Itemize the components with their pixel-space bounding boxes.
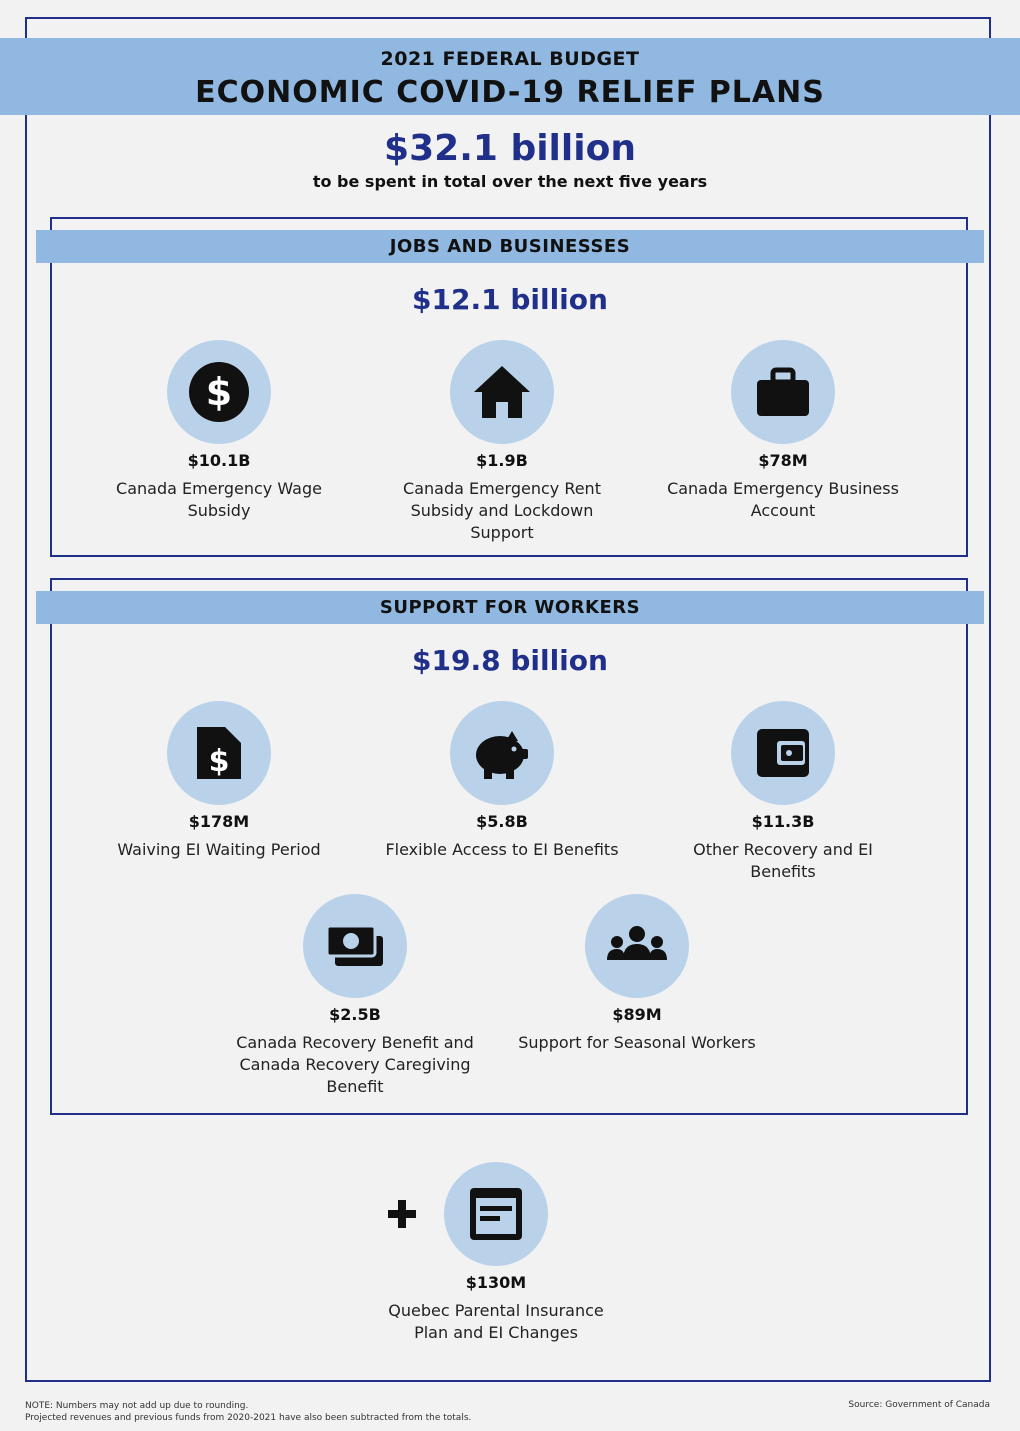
- item-amount: $130M: [465, 1273, 527, 1292]
- icon-circle: [303, 894, 407, 998]
- item-label: Other Recovery and EI Benefits: [693, 840, 873, 881]
- piggy-bank-icon: [472, 723, 532, 783]
- workers-item-other-recovery: [663, 701, 903, 883]
- icon-circle: [167, 701, 271, 805]
- item-label: Waiving EI Waiting Period: [117, 840, 321, 859]
- home-icon: [472, 362, 532, 422]
- icon-circle: [450, 340, 554, 444]
- item-amount: $11.3B: [751, 812, 815, 831]
- item-amount: $178M: [188, 812, 250, 831]
- svg-text:$: $: [208, 744, 230, 779]
- workers-item-seasonal: [517, 894, 757, 1054]
- invoice-dollar-icon: [189, 723, 249, 783]
- item-label: Support for Seasonal Workers: [518, 1033, 756, 1052]
- item-label: Quebec Parental Insurance Plan and EI Changes: [388, 1301, 604, 1342]
- jobs-heading: JOBS AND BUSINESSES: [36, 230, 984, 263]
- jobs-total: $12.1 billion: [412, 283, 608, 316]
- footer-source: Source: Government of Canada: [848, 1400, 990, 1410]
- item-label: Canada Recovery Benefit and Canada Recovery Caregiving Benefit: [236, 1033, 474, 1096]
- workers-item-waiting-period: [99, 701, 339, 861]
- icon-circle: [444, 1162, 548, 1266]
- extra-item-quebec: [376, 1162, 616, 1344]
- document-icon: [466, 1184, 526, 1244]
- group-icon: [607, 916, 667, 976]
- item-amount: $5.8B: [476, 812, 528, 831]
- grand-total-description: to be spent in total over the next five years: [312, 172, 708, 191]
- jobs-item-business-account: [663, 340, 903, 522]
- item-amount: $1.9B: [476, 451, 528, 470]
- item-amount: $78M: [758, 451, 808, 470]
- item-amount: $89M: [612, 1005, 662, 1024]
- svg-text:$: $: [205, 370, 233, 414]
- dollar-icon: [189, 362, 249, 422]
- icon-circle: [167, 340, 271, 444]
- header-subtitle: 2021 FEDERAL BUDGET: [380, 48, 640, 70]
- item-label: Canada Emergency Wage Subsidy: [116, 479, 322, 520]
- item-amount: $2.5B: [329, 1005, 381, 1024]
- jobs-item-wage-subsidy: [99, 340, 339, 522]
- footer-note-line2: Projected revenues and previous funds from 2020-2021 have also been subtracted from the totals.: [25, 1413, 472, 1423]
- grand-total: $32.1 billion: [384, 128, 636, 169]
- item-label: Canada Emergency Business Account: [667, 479, 899, 520]
- briefcase-icon: [753, 362, 813, 422]
- icon-circle: [731, 701, 835, 805]
- jobs-item-rent-subsidy: [382, 340, 622, 544]
- workers-heading: SUPPORT FOR WORKERS: [36, 591, 984, 624]
- item-label: Canada Emergency Rent Subsidy and Lockdown Support: [403, 479, 601, 542]
- footer-note: [25, 1400, 471, 1424]
- icon-circle: [731, 340, 835, 444]
- workers-item-flexible-access: [382, 701, 622, 861]
- wallet-icon: [753, 723, 813, 783]
- workers-item-recovery-benefit: [235, 894, 475, 1098]
- item-amount: $10.1B: [187, 451, 251, 470]
- icon-circle: [450, 701, 554, 805]
- header-title: ECONOMIC COVID-19 RELIEF PLANS: [195, 75, 825, 110]
- cash-icon: [325, 916, 385, 976]
- footer-note-line1: NOTE: Numbers may not add up due to rounding.: [25, 1401, 249, 1411]
- item-label: Flexible Access to EI Benefits: [385, 840, 619, 859]
- workers-total: $19.8 billion: [412, 644, 608, 677]
- icon-circle: [585, 894, 689, 998]
